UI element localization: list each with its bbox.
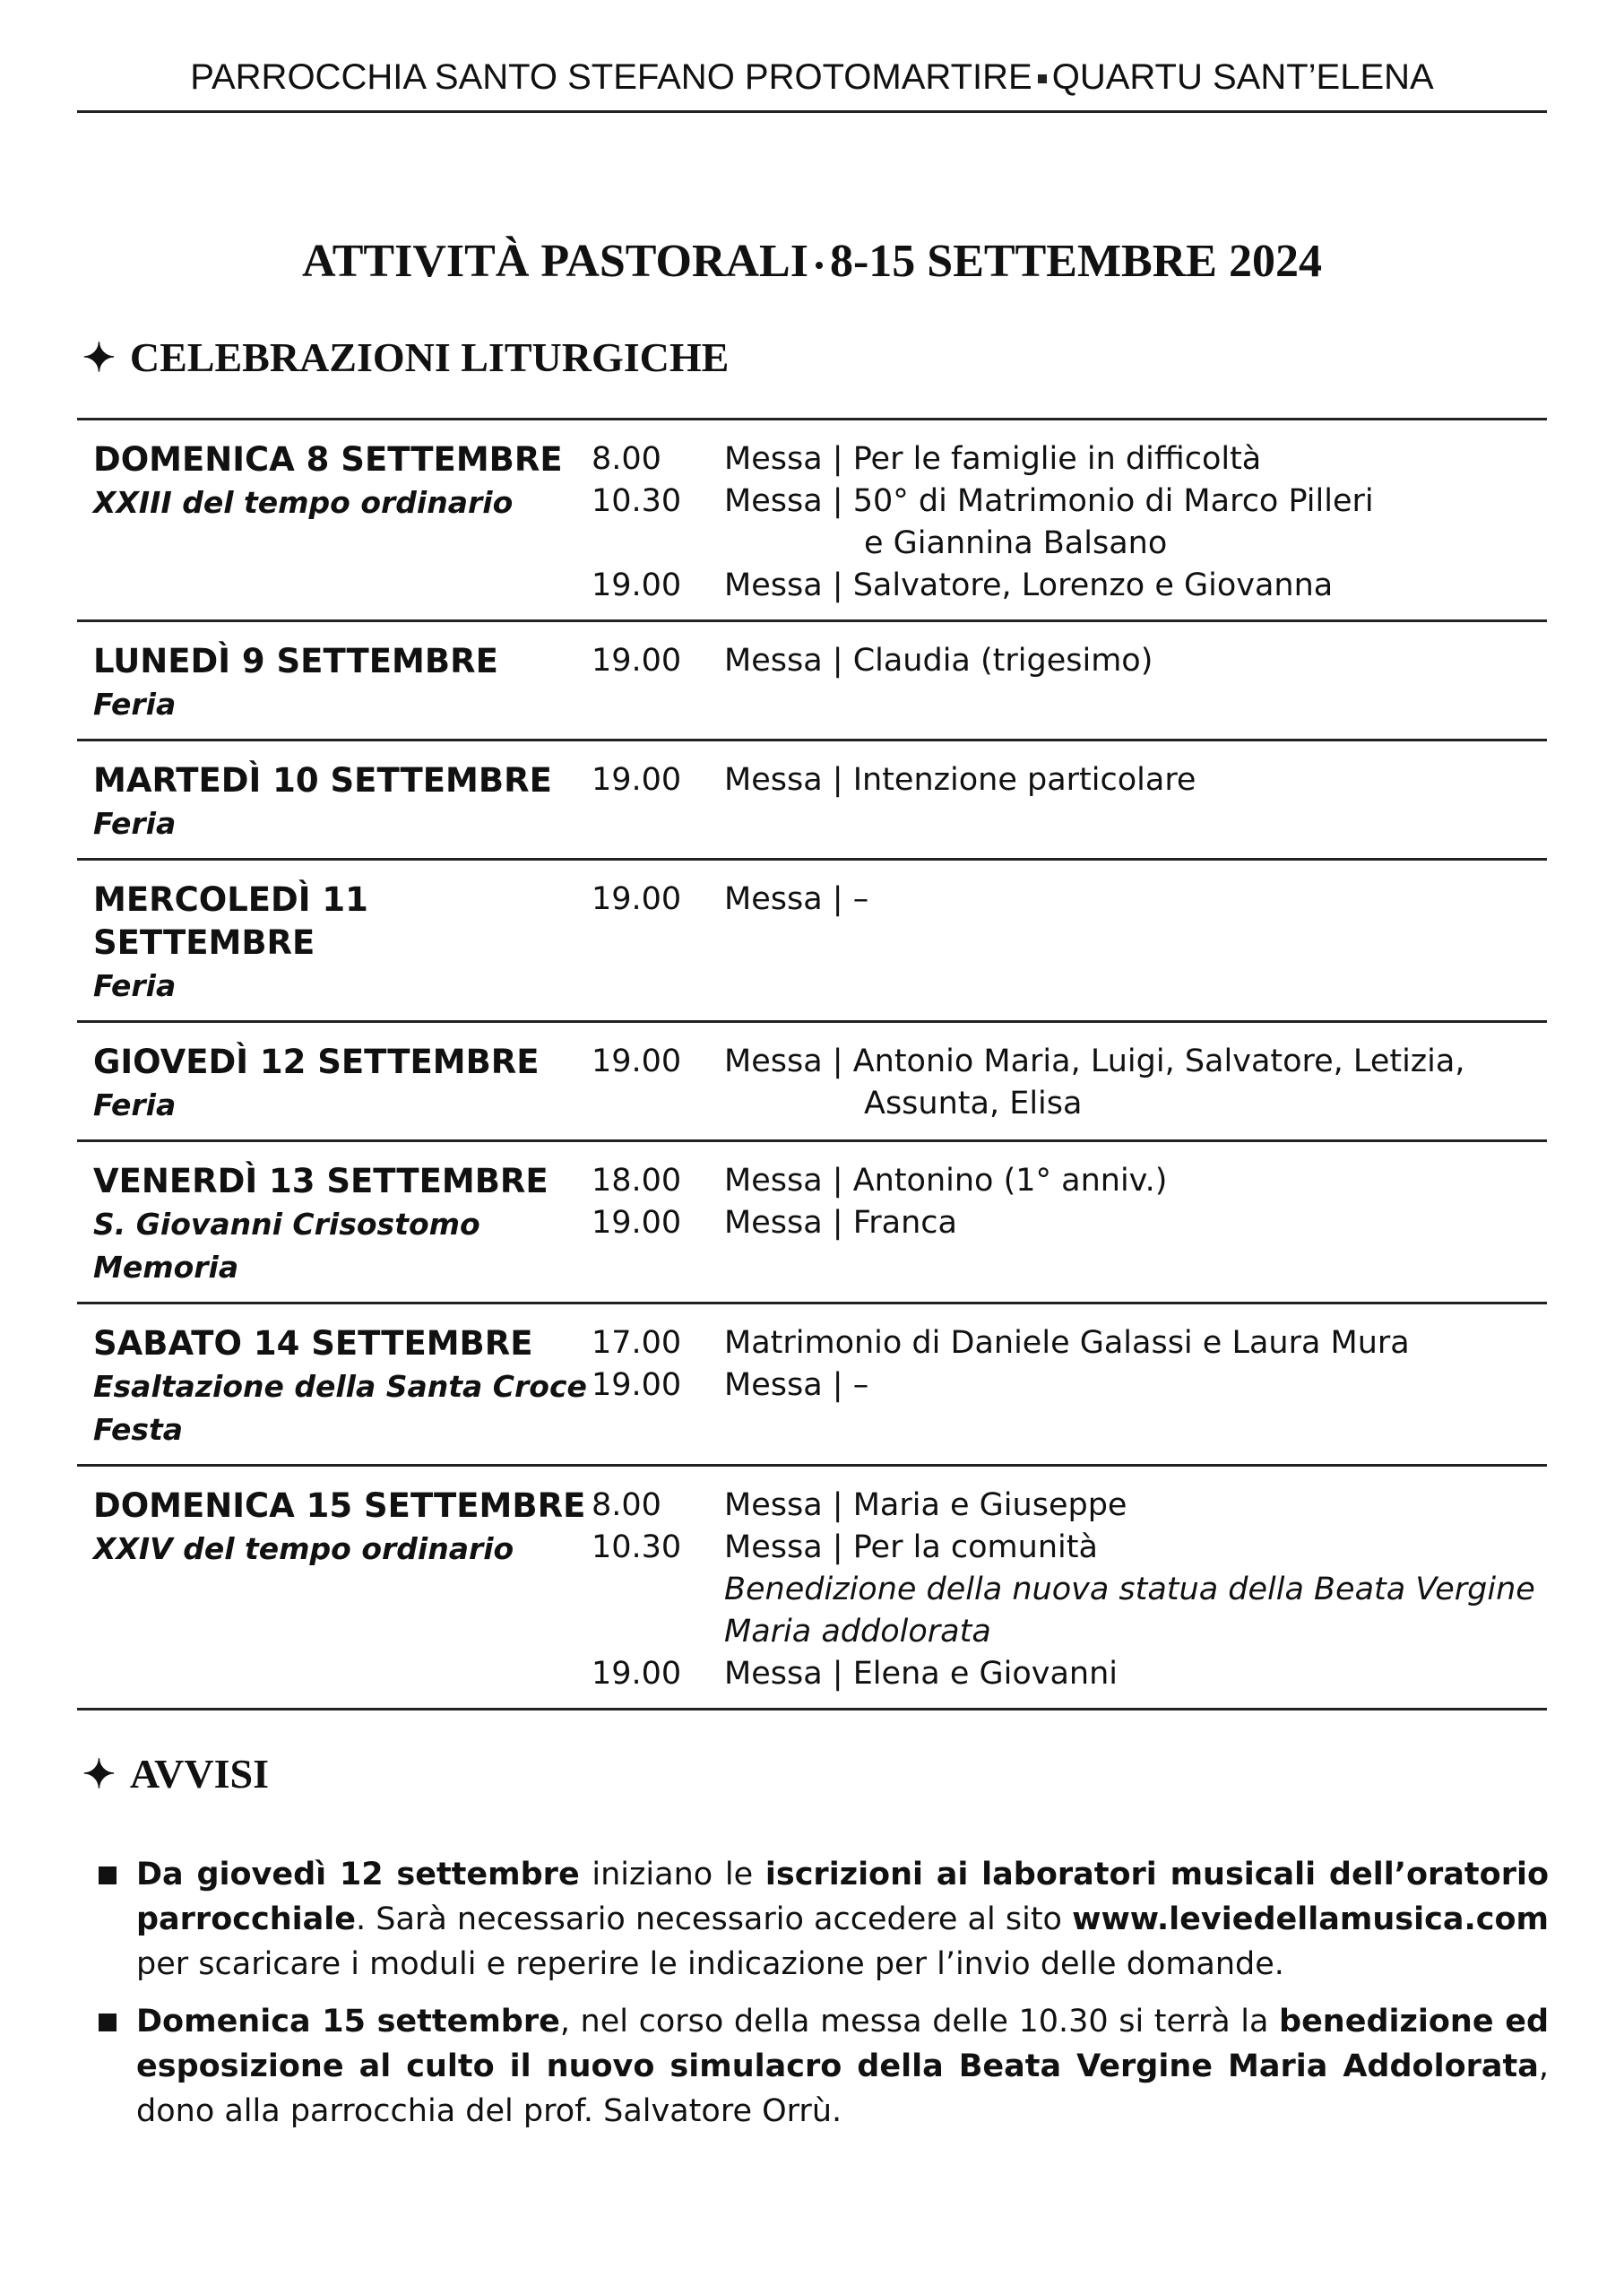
entries-cell bbox=[592, 879, 1547, 1008]
day-cell bbox=[77, 1485, 592, 1695]
mass-intention: Messa | Antonio Maria, Luigi, Salvatore, Letizia, Assunta, Elisa bbox=[724, 1041, 1547, 1125]
mass-intention: Messa | – bbox=[724, 881, 869, 917]
mass-entry bbox=[592, 565, 1547, 607]
intention-continuation: Assunta, Elisa bbox=[864, 1086, 1083, 1122]
title-dates: 8-15 SETTEMBRE 2024 bbox=[829, 236, 1322, 287]
avviso-item bbox=[99, 1999, 1549, 2134]
star-icon: ✦ bbox=[82, 1753, 116, 1797]
liturgical-note: Feria bbox=[93, 806, 177, 841]
celebrazioni-heading bbox=[82, 333, 729, 381]
liturgical-note: Feria bbox=[93, 968, 177, 1003]
schedule-row bbox=[77, 1023, 1547, 1142]
mass-time bbox=[592, 1569, 724, 1653]
schedule-table bbox=[77, 418, 1547, 1710]
mass-time: 8.00 bbox=[592, 1487, 661, 1523]
square-bullet-icon bbox=[99, 1999, 136, 2134]
mass-entry bbox=[592, 1485, 1547, 1527]
mass-entry bbox=[592, 1569, 1547, 1653]
mass-time: 19.00 bbox=[592, 1656, 682, 1692]
mass-intention: Messa | Franca bbox=[724, 1205, 957, 1241]
mass-entry bbox=[592, 1160, 1547, 1202]
entries-cell bbox=[592, 1160, 1547, 1289]
day-name: MARTEDÌ 10 SETTEMBRE bbox=[93, 761, 552, 800]
mass-entry bbox=[592, 759, 1547, 801]
avviso-text: Da giovedì 12 settembre iniziano le iscrizioni ai laboratori musicali dell’oratorio parrocchiale. Sarà necessario necessario accedere al sito www.leviedellamusica.com per scaricare i moduli e reperire le indicazione per l’invio delle domande. bbox=[136, 1857, 1550, 1982]
mass-intention: Benedizione della nuova statua della Beata Vergine Maria addolorata bbox=[724, 1572, 1535, 1650]
liturgical-note: S. Giovanni Crisostomo bbox=[93, 1207, 480, 1242]
mass-entry bbox=[592, 438, 1547, 481]
day-cell bbox=[77, 879, 592, 1008]
mass-time: 10.30 bbox=[592, 483, 682, 519]
schedule-row bbox=[77, 861, 1547, 1023]
day-cell bbox=[77, 1160, 592, 1289]
mass-time: 19.00 bbox=[592, 881, 682, 917]
schedule-row bbox=[77, 1142, 1547, 1304]
avvisi-heading-text: AVVISI bbox=[129, 1751, 269, 1797]
schedule-row bbox=[77, 420, 1547, 622]
day-name: GIOVEDÌ 12 SETTEMBRE bbox=[93, 1043, 540, 1081]
day-name: SABATO 14 SETTEMBRE bbox=[93, 1324, 533, 1363]
day-name: LUNEDÌ 9 SETTEMBRE bbox=[93, 642, 498, 680]
liturgical-note: XXIII del tempo ordinario bbox=[93, 485, 514, 520]
entries-cell bbox=[592, 1485, 1547, 1695]
mass-entry bbox=[592, 1364, 1547, 1407]
mass-entry bbox=[592, 1202, 1547, 1244]
title-dot-icon bbox=[816, 262, 823, 269]
liturgical-note: Feria bbox=[93, 1087, 177, 1122]
separator-dot-icon bbox=[1038, 74, 1047, 83]
avvisi-list bbox=[99, 1852, 1549, 2146]
day-cell bbox=[77, 759, 592, 845]
mass-entry bbox=[592, 640, 1547, 682]
mass-entry bbox=[592, 481, 1547, 565]
day-name: MERCOLEDÌ 11 SETTEMBRE bbox=[93, 880, 368, 962]
schedule-row bbox=[77, 1467, 1547, 1710]
mass-intention: Messa | Per la comunità bbox=[724, 1529, 1098, 1565]
star-icon: ✦ bbox=[82, 336, 116, 380]
avviso-item bbox=[99, 1852, 1549, 1987]
mass-time: 8.00 bbox=[592, 441, 661, 477]
mass-intention: Messa | – bbox=[724, 1367, 869, 1403]
day-cell bbox=[77, 1322, 592, 1451]
mass-entry bbox=[592, 1322, 1547, 1364]
schedule-row bbox=[77, 622, 1547, 741]
mass-time: 10.30 bbox=[592, 1529, 682, 1565]
mass-intention: Messa | Salvatore, Lorenzo e Giovanna bbox=[724, 567, 1334, 603]
avviso-text: Domenica 15 settembre, nel corso della messa delle 10.30 si terrà la benedizione ed esposizione al culto il nuovo simulacro della Beata Vergine Maria Addolorata, dono alla parrocchia del prof. Salvatore Orrù. bbox=[136, 2004, 1550, 2129]
entries-cell bbox=[592, 1041, 1547, 1127]
day-name: DOMENICA 8 SETTEMBRE bbox=[93, 440, 563, 479]
square-bullet-icon bbox=[99, 1852, 136, 1987]
mass-time: 19.00 bbox=[592, 1205, 682, 1241]
title-main: ATTIVITÀ PASTORALI bbox=[302, 236, 808, 287]
avvisi-heading bbox=[82, 1750, 269, 1797]
mass-time: 19.00 bbox=[592, 567, 682, 603]
day-cell bbox=[77, 1041, 592, 1127]
entries-cell bbox=[592, 640, 1547, 726]
day-cell bbox=[77, 640, 592, 726]
parish-name: PARROCCHIA SANTO STEFANO PROTOMARTIRE bbox=[190, 57, 1032, 97]
mass-intention: Messa | 50° di Matrimonio di Marco Pilleri e Giannina Balsano bbox=[724, 481, 1547, 565]
liturgical-note: Esaltazione della Santa Croce bbox=[93, 1369, 587, 1404]
schedule-row bbox=[77, 1304, 1547, 1467]
mass-intention: Messa | Antonino (1° anniv.) bbox=[724, 1163, 1168, 1199]
day-cell bbox=[77, 438, 592, 607]
mass-time: 18.00 bbox=[592, 1163, 682, 1199]
mass-intention: Messa | Claudia (trigesimo) bbox=[724, 643, 1153, 679]
mass-intention: Messa | Elena e Giovanni bbox=[724, 1656, 1118, 1692]
page-header bbox=[77, 57, 1547, 113]
mass-entry bbox=[592, 1527, 1547, 1569]
schedule-row bbox=[77, 741, 1547, 861]
mass-intention: Matrimonio di Daniele Galassi e Laura Mura bbox=[724, 1325, 1410, 1361]
mass-entry bbox=[592, 1041, 1547, 1125]
intention-continuation: e Giannina Balsano bbox=[864, 525, 1168, 561]
mass-intention: Messa | Per le famiglie in difficoltà bbox=[724, 441, 1262, 477]
mass-time: 19.00 bbox=[592, 1367, 682, 1403]
mass-time: 19.00 bbox=[592, 643, 682, 679]
parish-town: QUARTU SANT’ELENA bbox=[1051, 57, 1434, 97]
mass-entry bbox=[592, 1653, 1547, 1695]
liturgical-note: XXIV del tempo ordinario bbox=[93, 1531, 514, 1566]
mass-intention: Messa | Intenzione particolare bbox=[724, 762, 1196, 798]
liturgical-note: Memoria bbox=[93, 1250, 239, 1285]
mass-entry bbox=[592, 879, 1547, 921]
website-link[interactable]: www.leviedellamusica.com bbox=[1072, 1901, 1549, 1937]
celebrazioni-heading-text: CELEBRAZIONI LITURGICHE bbox=[129, 334, 730, 380]
mass-time: 17.00 bbox=[592, 1325, 682, 1361]
mass-time: 19.00 bbox=[592, 762, 682, 798]
mass-time: 19.00 bbox=[592, 1044, 682, 1079]
liturgical-note: Festa bbox=[93, 1412, 184, 1447]
page-title bbox=[0, 235, 1624, 288]
liturgical-note: Feria bbox=[93, 687, 177, 722]
entries-cell bbox=[592, 438, 1547, 607]
entries-cell bbox=[592, 759, 1547, 845]
mass-intention: Messa | Maria e Giuseppe bbox=[724, 1487, 1127, 1523]
entries-cell bbox=[592, 1322, 1547, 1451]
day-name: VENERDÌ 13 SETTEMBRE bbox=[93, 1162, 549, 1200]
day-name: DOMENICA 15 SETTEMBRE bbox=[93, 1486, 586, 1525]
